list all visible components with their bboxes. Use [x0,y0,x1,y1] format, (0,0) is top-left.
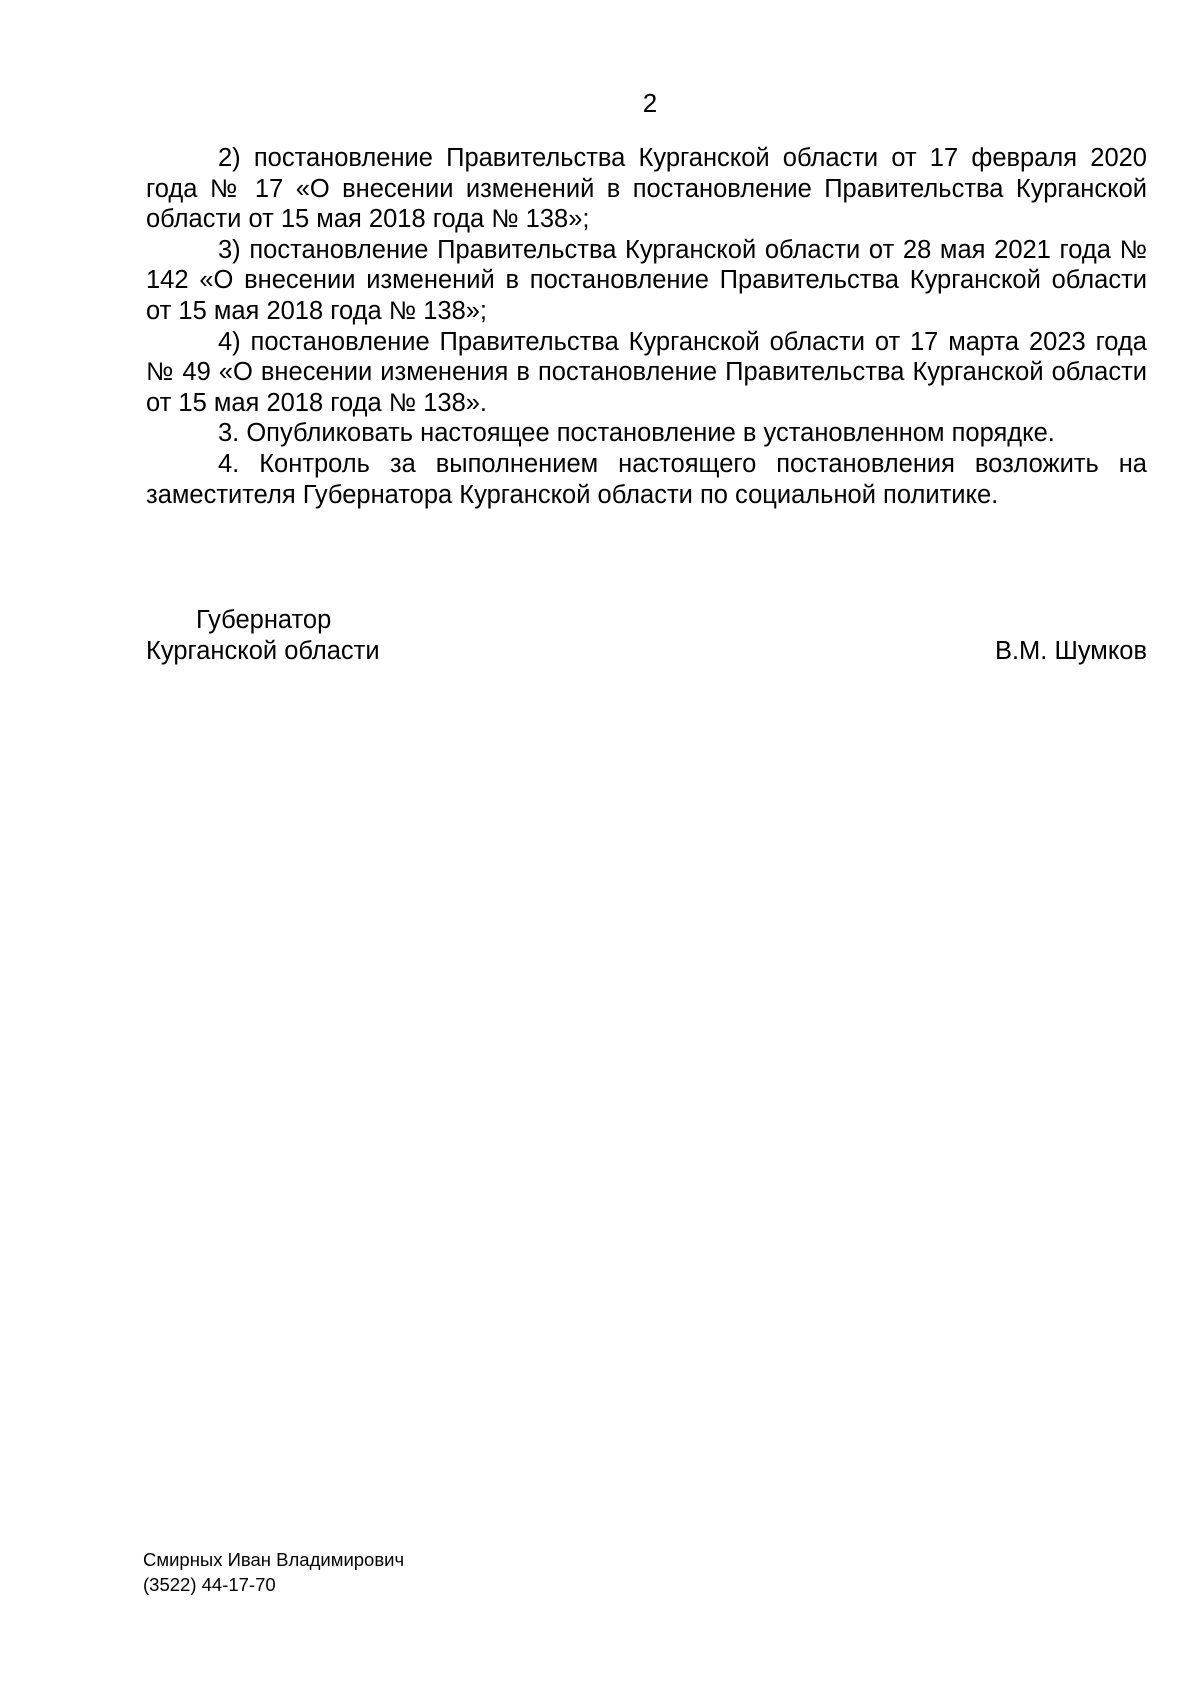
document-body [146,143,1147,510]
page-number: 2 [642,88,658,118]
paragraph-item-4: 4) постановление Правительства Курганской области от 17 марта 2023 года № 49 «О внесении изменения в постановление Правительства Курганской области от 15 мая 2018 года № 138». [146,327,1147,417]
executor-info [143,1547,404,1597]
executor-phone: (3522) 44-17-70 [143,1574,276,1595]
paragraph-clause-4: 4. Контроль за выполнением настоящего постановления возложить на заместителя Губернатора Курганской области по социальной политике. [146,449,1147,509]
signatory-name: В.М. Шумков [994,637,1147,665]
signatory-title-line2: Курганской области [146,637,380,665]
signature-block [146,605,1147,675]
paragraph-item-3: 3) постановление Правительства Курганской области от 28 мая 2021 года № 142 «О внесении изменений в постановление Правительства Курганской области от 15 мая 2018 года № 138»; [146,235,1147,325]
executor-name: Смирных Иван Владимирович [143,1549,405,1570]
paragraph-item-2: 2) постановление Правительства Курганской области от 17 февраля 2020 года № 17 «О внесении изменений в постановление Правительства Курганской области от 15 мая 2018 года № 138»; [146,144,1147,234]
signatory-title-line1: Губернатор [196,606,332,634]
paragraph-clause-3: 3. Опубликовать настоящее постановление в установленном порядке. [218,419,1055,448]
